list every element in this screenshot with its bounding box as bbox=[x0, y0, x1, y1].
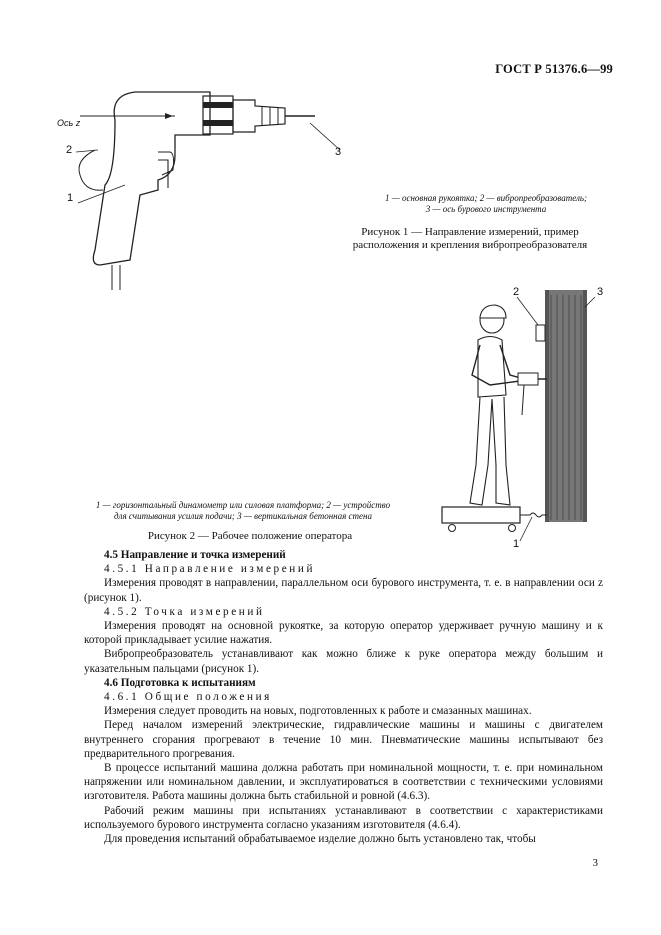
section-4-5-2-text-1: Измерения проводят на основной рукоятке, за которую оператор удерживает ручную машину и к которой прикладывает усилие нажатия. bbox=[84, 620, 603, 647]
section-4-6-1-text-2: Перед началом измерений электрические, гидравлические машины и машины с двигателем внутреннего сгорания прогревают в течение 10 мин. Пневматические машины испытывают без предварительного прогревания. bbox=[84, 719, 603, 760]
section-4-6-heading: 4.6 Подготовка к испытаниям bbox=[104, 676, 256, 689]
figure-1-caption bbox=[368, 193, 604, 215]
figure-2-callout-3: 3 bbox=[597, 286, 604, 298]
section-4-5-2-heading: 4.5.2 Точка измерений bbox=[104, 605, 265, 618]
section-4-5-1-heading: 4.5.1 Направление измерений bbox=[104, 563, 316, 576]
section-4-5-2-text-2: Вибропреобразователь устанавливают как можно ближе к руке оператора между большим и указательным пальцами (рисунок 1). bbox=[84, 648, 603, 675]
main-text bbox=[84, 548, 603, 846]
figure-2-caption bbox=[78, 500, 408, 522]
figure-1-callout-2: 2 bbox=[66, 144, 73, 156]
figure-1-title-line-1: Рисунок 1 — Направление измерений, пример bbox=[361, 226, 579, 238]
section-4-5-heading: 4.5 Направление и точка измерений bbox=[104, 549, 286, 561]
section-4-6-1-text-1: Измерения следует проводить на новых, подготовленных к работе и смазанных машинах. bbox=[104, 705, 532, 718]
document-header: ГОСТ Р 51376.6—99 bbox=[495, 62, 613, 76]
figure-1-drill-drawing bbox=[40, 80, 360, 295]
figure-1-callout-3: 3 bbox=[335, 146, 342, 158]
figure-1-title-line-2: расположения и крепления вибропреобразователя bbox=[352, 239, 588, 251]
figure-2-operator-drawing bbox=[430, 285, 620, 550]
figure-2-callout-2: 2 bbox=[513, 286, 520, 298]
section-4-6-1-heading: 4.6.1 Общие положения bbox=[104, 691, 272, 704]
section-4-5-1-text: Измерения проводят в направлении, параллельном оси бурового инструмента, т. е. в направлении оси z (рисунок 1). bbox=[84, 577, 603, 604]
figure-1-title bbox=[330, 226, 610, 252]
axis-z-label: Ось z bbox=[57, 118, 81, 128]
figure-2-title: Рисунок 2 — Рабочее положение оператора bbox=[147, 530, 353, 542]
section-4-6-1-text-5: Для проведения испытаний обрабатываемое изделие должно быть установлено так, чтобы bbox=[104, 833, 536, 846]
section-4-6-1-text-3: В процессе испытаний машина должна работать при номинальной мощности, т. е. при номинальном напряжении или номинальном давлении, и эксплуатироваться в соответствии с техническими условиями изготовителя. Работа машины должна быть стабильной и ровной (4.6.3). bbox=[84, 762, 603, 803]
figure-1-caption-line-2: 3 — ось бурового инструмента bbox=[425, 204, 547, 214]
figure-1-caption-line-1: 1 — основная рукоятка; 2 — вибропреобразователь; bbox=[384, 193, 588, 203]
page-number: 3 bbox=[592, 857, 598, 869]
section-4-6-1-text-4: Рабочий режим машины при испытаниях устанавливают в соответствии с характеристиками используемого бурового инструмента согласно указаниям изготовителя (4.6.4). bbox=[84, 804, 603, 831]
figure-2-caption-line-2: для считывания усилия подачи; 3 — вертикальная бетонная стена bbox=[113, 511, 373, 521]
figure-2-callout-1: 1 bbox=[513, 538, 520, 550]
figure-2-caption-line-1: 1 — горизонтальный динамометр или силовая платформа; 2 — устройство bbox=[95, 500, 391, 510]
figure-1-callout-1: 1 bbox=[67, 192, 74, 204]
